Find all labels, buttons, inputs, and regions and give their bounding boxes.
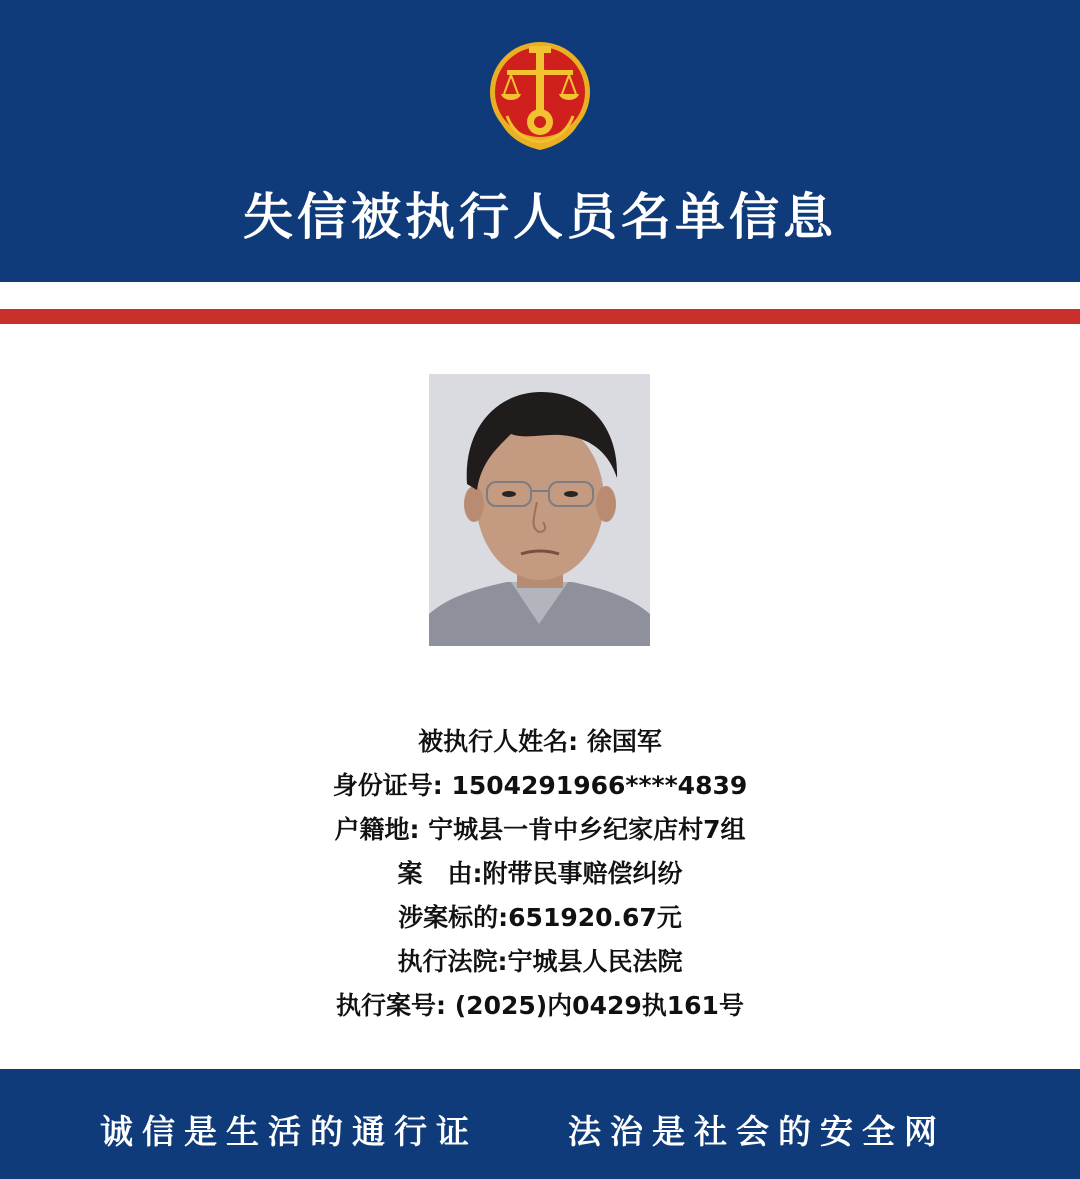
info-case-amount: 涉案标的:651920.67元 <box>398 903 682 932</box>
info-court: 执行法院:宁城县人民法院 <box>397 947 683 976</box>
court-emblem-icon <box>487 38 593 156</box>
person-portrait <box>429 374 650 646</box>
info-id-number: 身份证号: 1504291966****4839 <box>332 771 748 800</box>
red-divider-stripe <box>0 309 1080 324</box>
person-photo <box>429 374 650 646</box>
info-case-number: 执行案号: (2025)内0429执161号 <box>336 991 744 1020</box>
info-case-cause: 案 由:附带民事赔偿纠纷 <box>397 859 683 888</box>
page-title: 失信被执行人员名单信息 <box>243 187 837 246</box>
person-info <box>0 720 1080 1028</box>
slogan-right: 法治是社会的安全网 <box>568 1112 946 1151</box>
info-household-registration: 户籍地: 宁城县一肯中乡纪家店村7组 <box>334 815 746 844</box>
slogan-left: 诚信是生活的通行证 <box>100 1112 478 1151</box>
header-banner <box>0 0 1080 282</box>
info-name: 被执行人姓名: 徐国军 <box>418 727 662 756</box>
